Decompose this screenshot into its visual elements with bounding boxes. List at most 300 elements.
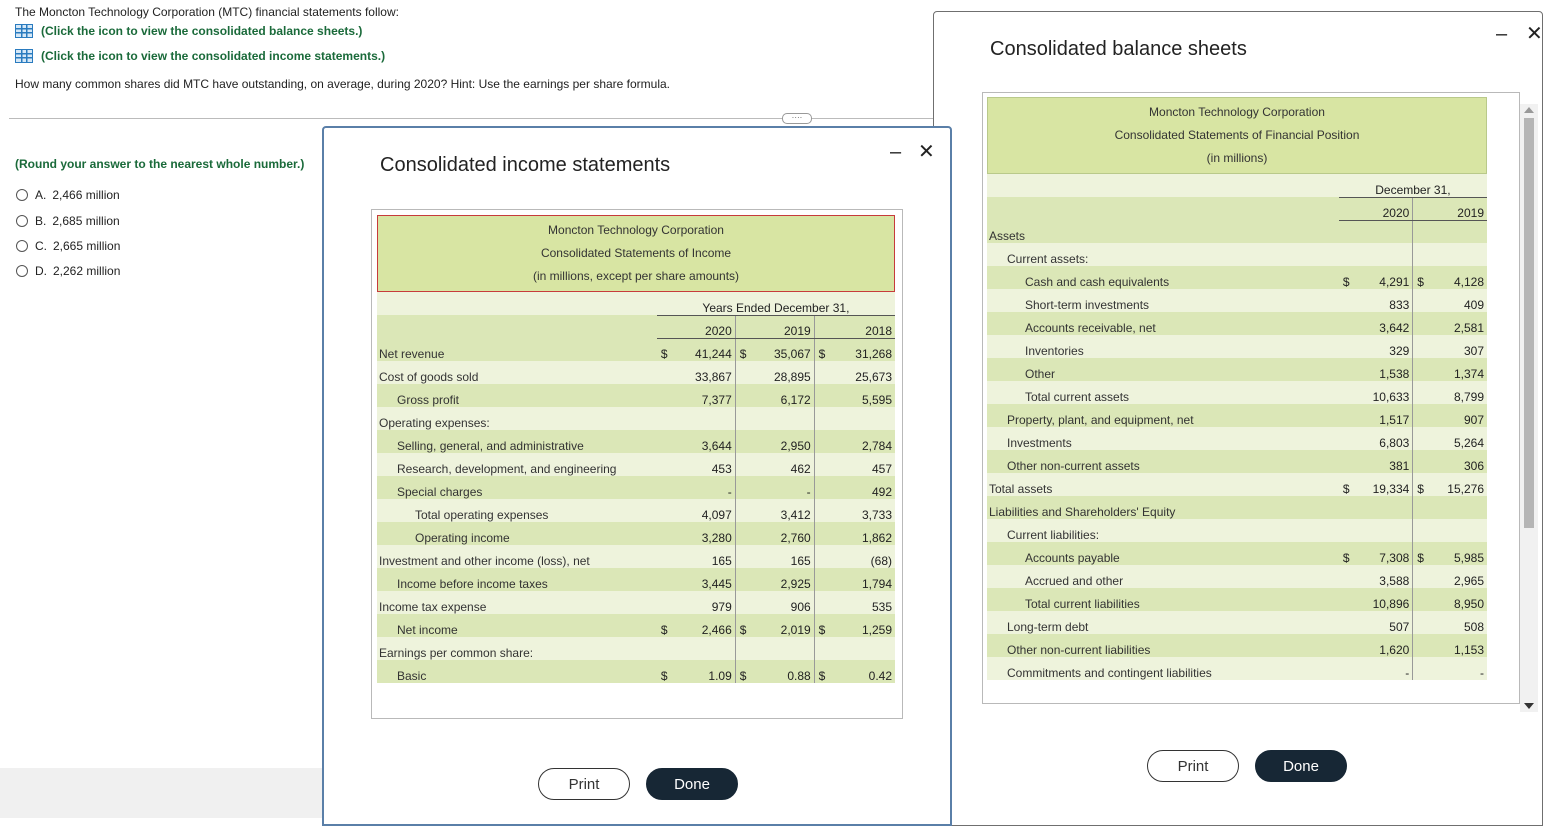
table-row bbox=[987, 450, 1487, 473]
cell-value: 3,733 bbox=[828, 499, 895, 522]
currency-symbol bbox=[1339, 243, 1353, 266]
cell-value: 2,019 bbox=[749, 614, 814, 637]
currency-symbol: $ bbox=[657, 614, 671, 637]
option-text: 2,466 million bbox=[52, 188, 120, 202]
row-label: Assets bbox=[987, 220, 1339, 243]
currency-symbol bbox=[657, 499, 671, 522]
row-label: Operating income bbox=[377, 522, 657, 545]
option-letter: A. bbox=[35, 188, 47, 202]
header-spacer bbox=[377, 315, 657, 338]
cell-value: 2,950 bbox=[749, 430, 814, 453]
cell-value: 0.88 bbox=[749, 660, 814, 683]
option-b[interactable] bbox=[16, 214, 120, 228]
table-row bbox=[987, 404, 1487, 427]
table-row bbox=[987, 588, 1487, 611]
cell-value bbox=[1427, 220, 1487, 243]
radio-button[interactable] bbox=[16, 240, 28, 252]
currency-symbol bbox=[657, 407, 671, 430]
currency-symbol bbox=[1413, 243, 1427, 266]
cell-value: 8,950 bbox=[1427, 588, 1487, 611]
row-label: Research, development, and engineering bbox=[377, 453, 657, 476]
cell-value: - bbox=[749, 476, 814, 499]
currency-symbol bbox=[657, 453, 671, 476]
income-statement-link-text: (Click the icon to view the consolidated income statements.) bbox=[41, 49, 386, 63]
currency-symbol: $ bbox=[657, 660, 671, 683]
cell-value: 3,445 bbox=[671, 568, 736, 591]
currency-symbol bbox=[1413, 289, 1427, 312]
cell-value: 3,280 bbox=[671, 522, 736, 545]
currency-symbol bbox=[657, 591, 671, 614]
cell-value: 1,538 bbox=[1353, 358, 1413, 381]
row-label: Earnings per common share: bbox=[377, 637, 657, 660]
cell-value: 6,803 bbox=[1353, 427, 1413, 450]
period-header: December 31, bbox=[1339, 174, 1487, 197]
currency-symbol: $ bbox=[1413, 542, 1427, 565]
cell-value: 7,377 bbox=[671, 384, 736, 407]
cell-value bbox=[828, 407, 895, 430]
cell-value: 31,268 bbox=[828, 338, 895, 361]
cell-value: 507 bbox=[1353, 611, 1413, 634]
table-icon bbox=[15, 24, 33, 38]
currency-symbol bbox=[1339, 358, 1353, 381]
cell-value: 3,642 bbox=[1353, 312, 1413, 335]
row-label: Investments bbox=[987, 427, 1339, 450]
table-row bbox=[377, 338, 895, 361]
currency-symbol bbox=[1339, 450, 1353, 473]
row-label: Total assets bbox=[987, 473, 1339, 496]
cell-value: 3,412 bbox=[749, 499, 814, 522]
round-note: (Round your answer to the nearest whole number.) bbox=[15, 157, 305, 171]
row-label: Other bbox=[987, 358, 1339, 381]
cell-value: 1,259 bbox=[828, 614, 895, 637]
currency-symbol bbox=[1413, 565, 1427, 588]
cell-value: 41,244 bbox=[671, 338, 736, 361]
statement-name: Consolidated Statements of Income bbox=[540, 246, 732, 260]
table-row bbox=[987, 565, 1487, 588]
currency-symbol bbox=[1413, 657, 1427, 680]
cell-value bbox=[1427, 519, 1487, 542]
table-row bbox=[987, 427, 1487, 450]
currency-symbol bbox=[1339, 312, 1353, 335]
currency-symbol bbox=[735, 361, 749, 384]
cell-value: 33,867 bbox=[671, 361, 736, 384]
scrollbar[interactable] bbox=[1520, 104, 1538, 712]
currency-symbol bbox=[1413, 519, 1427, 542]
currency-symbol bbox=[735, 499, 749, 522]
currency-symbol bbox=[814, 522, 828, 545]
table-row bbox=[987, 634, 1487, 657]
balance-sheet-link-text: (Click the icon to view the consolidated balance sheets.) bbox=[41, 24, 363, 38]
currency-symbol bbox=[814, 499, 828, 522]
row-label: Operating expenses: bbox=[377, 407, 657, 430]
currency-symbol bbox=[814, 361, 828, 384]
cell-value: 979 bbox=[671, 591, 736, 614]
units-note: (in millions) bbox=[1206, 151, 1268, 165]
row-label: Accounts receivable, net bbox=[987, 312, 1339, 335]
scroll-down-icon[interactable] bbox=[1524, 703, 1534, 709]
table-row bbox=[987, 220, 1487, 243]
modal-title: Consolidated income statements bbox=[380, 154, 671, 176]
close-icon[interactable]: ✕ bbox=[1526, 23, 1543, 45]
cell-value: 906 bbox=[749, 591, 814, 614]
cell-value: 1.09 bbox=[671, 660, 736, 683]
cell-value bbox=[671, 637, 736, 660]
currency-symbol bbox=[1413, 312, 1427, 335]
cell-value: 28,895 bbox=[749, 361, 814, 384]
cell-value: - bbox=[1353, 657, 1413, 680]
cell-value bbox=[1353, 243, 1413, 266]
modal-title: Consolidated balance sheets bbox=[990, 38, 1247, 60]
currency-symbol bbox=[657, 476, 671, 499]
currency-symbol bbox=[814, 407, 828, 430]
year-header-row bbox=[987, 197, 1487, 220]
period-header-row bbox=[377, 292, 895, 315]
cell-value: 409 bbox=[1427, 289, 1487, 312]
currency-symbol bbox=[1413, 427, 1427, 450]
cell-value: 462 bbox=[749, 453, 814, 476]
row-label: Net income bbox=[377, 614, 657, 637]
row-label: Current liabilities: bbox=[987, 519, 1339, 542]
radio-button[interactable] bbox=[16, 265, 28, 277]
cell-value: 6,172 bbox=[749, 384, 814, 407]
currency-symbol bbox=[735, 476, 749, 499]
currency-symbol: $ bbox=[1413, 473, 1427, 496]
cell-value: 1,153 bbox=[1427, 634, 1487, 657]
question-intro: The Moncton Technology Corporation (MTC) financial statements follow: bbox=[15, 5, 399, 19]
table-row bbox=[377, 637, 895, 660]
row-label: Long-term debt bbox=[987, 611, 1339, 634]
minimize-icon[interactable]: – bbox=[890, 141, 902, 163]
header-spacer bbox=[987, 197, 1339, 220]
currency-symbol bbox=[814, 430, 828, 453]
cell-value bbox=[749, 637, 814, 660]
table-row bbox=[377, 430, 895, 453]
option-c[interactable] bbox=[16, 239, 120, 253]
currency-symbol bbox=[735, 453, 749, 476]
currency-symbol bbox=[735, 384, 749, 407]
currency-symbol bbox=[657, 361, 671, 384]
cell-value: 2,760 bbox=[749, 522, 814, 545]
cell-value: 833 bbox=[1353, 289, 1413, 312]
currency-symbol bbox=[1339, 565, 1353, 588]
divider-handle[interactable]: ···· bbox=[782, 113, 812, 124]
cell-value: 1,620 bbox=[1353, 634, 1413, 657]
currency-symbol bbox=[814, 476, 828, 499]
cell-value: 15,276 bbox=[1427, 473, 1487, 496]
cell-value bbox=[1353, 220, 1413, 243]
balance-sheet-document bbox=[982, 92, 1520, 704]
currency-symbol: $ bbox=[814, 338, 828, 361]
cell-value: 5,595 bbox=[828, 384, 895, 407]
cell-value bbox=[828, 637, 895, 660]
units-note: (in millions, except per share amounts) bbox=[532, 269, 740, 283]
table-row bbox=[987, 657, 1487, 680]
cell-value: 25,673 bbox=[828, 361, 895, 384]
table-row bbox=[377, 660, 895, 683]
income-statement-link[interactable] bbox=[15, 49, 385, 63]
row-label: Total operating expenses bbox=[377, 499, 657, 522]
cell-value: 307 bbox=[1427, 335, 1487, 358]
print-button[interactable]: Print bbox=[538, 768, 630, 800]
cell-value: 2,466 bbox=[671, 614, 736, 637]
cell-value: 0.42 bbox=[828, 660, 895, 683]
currency-symbol: $ bbox=[735, 660, 749, 683]
table-row bbox=[987, 496, 1487, 519]
minimize-icon[interactable]: – bbox=[1496, 23, 1508, 45]
option-letter: C. bbox=[35, 239, 47, 253]
option-text: 2,665 million bbox=[53, 239, 121, 253]
currency-symbol bbox=[814, 545, 828, 568]
cell-value: 165 bbox=[671, 545, 736, 568]
row-label: Accrued and other bbox=[987, 565, 1339, 588]
cell-value: 1,517 bbox=[1353, 404, 1413, 427]
cell-value: 2,965 bbox=[1427, 565, 1487, 588]
radio-button[interactable] bbox=[16, 189, 28, 201]
row-label: Inventories bbox=[987, 335, 1339, 358]
currency-symbol bbox=[735, 407, 749, 430]
table-row bbox=[377, 499, 895, 522]
currency-symbol bbox=[1413, 404, 1427, 427]
currency-symbol bbox=[657, 430, 671, 453]
currency-symbol bbox=[1339, 220, 1353, 243]
table-row bbox=[377, 407, 895, 430]
table-row bbox=[987, 358, 1487, 381]
row-label: Liabilities and Shareholders' Equity bbox=[987, 496, 1339, 519]
currency-symbol: $ bbox=[814, 660, 828, 683]
table-row bbox=[987, 243, 1487, 266]
table-row bbox=[987, 542, 1487, 565]
cell-value: 5,985 bbox=[1427, 542, 1487, 565]
year-header: 2020 bbox=[1339, 197, 1413, 220]
done-button[interactable]: Done bbox=[1255, 750, 1347, 782]
cell-value: 10,633 bbox=[1353, 381, 1413, 404]
option-letter: D. bbox=[35, 264, 47, 278]
scroll-thumb[interactable] bbox=[1524, 118, 1534, 528]
year-header: 2019 bbox=[1413, 197, 1487, 220]
company-name: Moncton Technology Corporation bbox=[548, 223, 724, 237]
table-row bbox=[987, 611, 1487, 634]
currency-symbol: $ bbox=[1339, 473, 1353, 496]
cell-value: 2,925 bbox=[749, 568, 814, 591]
cell-value: 165 bbox=[749, 545, 814, 568]
currency-symbol bbox=[735, 568, 749, 591]
currency-symbol bbox=[1413, 588, 1427, 611]
table-row bbox=[377, 545, 895, 568]
table-row bbox=[987, 381, 1487, 404]
currency-symbol bbox=[1413, 335, 1427, 358]
currency-symbol bbox=[1339, 634, 1353, 657]
cell-value bbox=[1353, 496, 1413, 519]
row-label: Cash and cash equivalents bbox=[987, 266, 1339, 289]
cell-value: (68) bbox=[828, 545, 895, 568]
row-label: Commitments and contingent liabilities bbox=[987, 657, 1339, 680]
period-header: Years Ended December 31, bbox=[657, 292, 895, 315]
close-icon[interactable]: ✕ bbox=[918, 141, 935, 163]
balance-sheet-window bbox=[933, 11, 1543, 826]
year-header: 2018 bbox=[814, 315, 895, 338]
currency-symbol bbox=[1339, 588, 1353, 611]
table-row bbox=[987, 289, 1487, 312]
table-row bbox=[987, 312, 1487, 335]
currency-symbol bbox=[1339, 335, 1353, 358]
cell-value: 329 bbox=[1353, 335, 1413, 358]
row-label: Investment and other income (loss), net bbox=[377, 545, 657, 568]
cell-value: 5,264 bbox=[1427, 427, 1487, 450]
statement-header bbox=[987, 97, 1487, 174]
cell-value: 8,799 bbox=[1427, 381, 1487, 404]
print-button[interactable]: Print bbox=[1147, 750, 1239, 782]
table-row bbox=[377, 361, 895, 384]
cell-value: 457 bbox=[828, 453, 895, 476]
row-label: Short-term investments bbox=[987, 289, 1339, 312]
currency-symbol: $ bbox=[1339, 542, 1353, 565]
row-label: Other non-current liabilities bbox=[987, 634, 1339, 657]
balance-sheet-link[interactable] bbox=[15, 24, 362, 38]
currency-symbol bbox=[657, 545, 671, 568]
income-statement-window bbox=[322, 126, 952, 826]
row-label: Special charges bbox=[377, 476, 657, 499]
cell-value: 19,334 bbox=[1353, 473, 1413, 496]
cell-value: 2,581 bbox=[1427, 312, 1487, 335]
currency-symbol: $ bbox=[814, 614, 828, 637]
balance-sheet-table bbox=[987, 174, 1487, 680]
table-row bbox=[987, 519, 1487, 542]
cell-value: 4,128 bbox=[1427, 266, 1487, 289]
table-row bbox=[377, 522, 895, 545]
row-label: Gross profit bbox=[377, 384, 657, 407]
currency-symbol bbox=[1339, 611, 1353, 634]
currency-symbol bbox=[814, 384, 828, 407]
company-name: Moncton Technology Corporation bbox=[1149, 105, 1325, 119]
cell-value bbox=[749, 407, 814, 430]
question-prompt: How many common shares did MTC have outstanding, on average, during 2020? Hint: Use the earnings per share formula. bbox=[15, 77, 671, 91]
cell-value: - bbox=[671, 476, 736, 499]
currency-symbol bbox=[657, 384, 671, 407]
currency-symbol bbox=[1339, 289, 1353, 312]
row-label: Income before income taxes bbox=[377, 568, 657, 591]
table-row bbox=[377, 568, 895, 591]
cell-value: 3,588 bbox=[1353, 565, 1413, 588]
option-letter: B. bbox=[35, 214, 47, 228]
currency-symbol bbox=[1413, 450, 1427, 473]
currency-symbol bbox=[1339, 381, 1353, 404]
cell-value: 306 bbox=[1427, 450, 1487, 473]
scroll-up-icon[interactable] bbox=[1524, 107, 1534, 113]
cell-value: 1,862 bbox=[828, 522, 895, 545]
option-a[interactable] bbox=[16, 188, 120, 202]
cell-value: 2,784 bbox=[828, 430, 895, 453]
year-header: 2020 bbox=[657, 315, 735, 338]
row-label: Other non-current assets bbox=[987, 450, 1339, 473]
currency-symbol: $ bbox=[735, 338, 749, 361]
done-button[interactable]: Done bbox=[646, 768, 738, 800]
currency-symbol: $ bbox=[657, 338, 671, 361]
cell-value: 492 bbox=[828, 476, 895, 499]
table-row bbox=[377, 476, 895, 499]
option-text: 2,262 million bbox=[53, 264, 121, 278]
currency-symbol bbox=[735, 637, 749, 660]
cell-value bbox=[1427, 243, 1487, 266]
option-text: 2,685 million bbox=[52, 214, 120, 228]
cell-value: 1,794 bbox=[828, 568, 895, 591]
period-header-row bbox=[987, 174, 1487, 197]
currency-symbol bbox=[1339, 404, 1353, 427]
currency-symbol bbox=[657, 522, 671, 545]
row-label: Cost of goods sold bbox=[377, 361, 657, 384]
radio-button[interactable] bbox=[16, 215, 28, 227]
cell-value: 4,291 bbox=[1353, 266, 1413, 289]
table-icon bbox=[15, 49, 33, 63]
cell-value: 907 bbox=[1427, 404, 1487, 427]
row-label: Total current liabilities bbox=[987, 588, 1339, 611]
currency-symbol bbox=[1339, 496, 1353, 519]
cell-value: 453 bbox=[671, 453, 736, 476]
currency-symbol bbox=[735, 545, 749, 568]
currency-symbol bbox=[657, 568, 671, 591]
table-row bbox=[987, 473, 1487, 496]
row-label: Net revenue bbox=[377, 338, 657, 361]
currency-symbol bbox=[1413, 381, 1427, 404]
cell-value bbox=[1427, 496, 1487, 519]
currency-symbol bbox=[814, 591, 828, 614]
cell-value: 7,308 bbox=[1353, 542, 1413, 565]
header-spacer bbox=[987, 174, 1339, 197]
cell-value: 508 bbox=[1427, 611, 1487, 634]
currency-symbol: $ bbox=[735, 614, 749, 637]
footer-bar bbox=[0, 768, 322, 818]
table-row bbox=[377, 614, 895, 637]
cell-value: 1,374 bbox=[1427, 358, 1487, 381]
currency-symbol bbox=[1339, 657, 1353, 680]
currency-symbol bbox=[1413, 496, 1427, 519]
table-row bbox=[377, 384, 895, 407]
currency-symbol bbox=[814, 637, 828, 660]
option-d[interactable] bbox=[16, 264, 120, 278]
cell-value: 381 bbox=[1353, 450, 1413, 473]
row-label: Basic bbox=[377, 660, 657, 683]
header-spacer bbox=[377, 292, 657, 315]
cell-value: 535 bbox=[828, 591, 895, 614]
currency-symbol bbox=[1413, 634, 1427, 657]
currency-symbol bbox=[735, 591, 749, 614]
statement-header bbox=[377, 215, 895, 292]
row-label: Current assets: bbox=[987, 243, 1339, 266]
row-label: Property, plant, and equipment, net bbox=[987, 404, 1339, 427]
table-row bbox=[377, 453, 895, 476]
year-header: 2019 bbox=[735, 315, 814, 338]
cell-value: 35,067 bbox=[749, 338, 814, 361]
currency-symbol bbox=[814, 568, 828, 591]
currency-symbol bbox=[735, 522, 749, 545]
income-statement-document bbox=[371, 209, 903, 719]
table-row bbox=[377, 591, 895, 614]
cell-value bbox=[1353, 519, 1413, 542]
row-label: Selling, general, and administrative bbox=[377, 430, 657, 453]
cell-value: 4,097 bbox=[671, 499, 736, 522]
table-row bbox=[987, 266, 1487, 289]
currency-symbol bbox=[814, 453, 828, 476]
currency-symbol: $ bbox=[1339, 266, 1353, 289]
year-header-row bbox=[377, 315, 895, 338]
currency-symbol bbox=[1413, 358, 1427, 381]
income-statement-table bbox=[377, 292, 895, 683]
cell-value: 3,644 bbox=[671, 430, 736, 453]
cell-value bbox=[671, 407, 736, 430]
statement-name: Consolidated Statements of Financial Position bbox=[1114, 128, 1360, 142]
currency-symbol bbox=[1413, 611, 1427, 634]
row-label: Income tax expense bbox=[377, 591, 657, 614]
row-label: Total current assets bbox=[987, 381, 1339, 404]
